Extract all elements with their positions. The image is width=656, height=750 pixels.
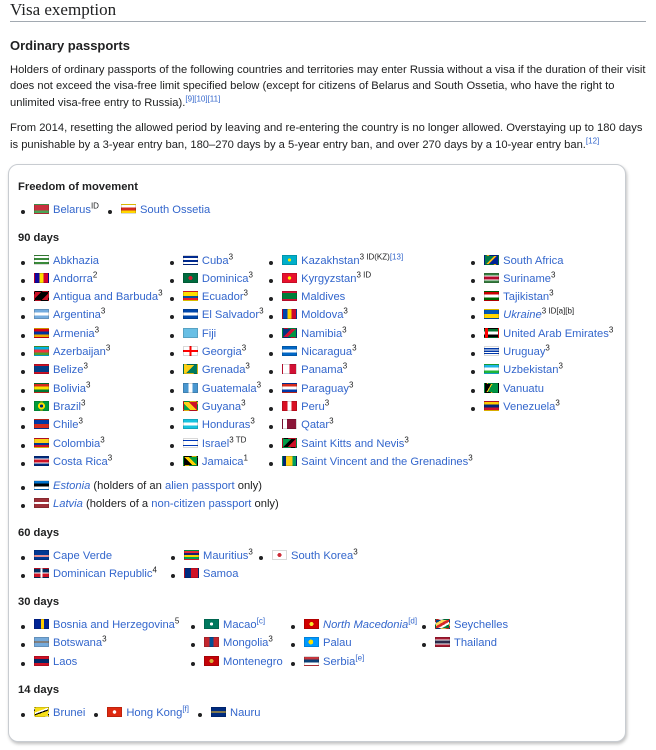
country-item — [468, 399, 617, 417]
country-link[interactable]: Mauritius — [203, 549, 249, 562]
list-column — [188, 617, 288, 672]
country-item — [266, 362, 468, 380]
list-14-days — [18, 705, 617, 723]
intro-refs[interactable]: [9][10][11] — [185, 94, 221, 104]
country-link[interactable]: Ecuador — [201, 291, 244, 304]
country-item — [419, 635, 569, 653]
passport-type-link[interactable]: alien passport — [164, 480, 235, 493]
country-link[interactable]: Panama — [301, 364, 343, 377]
country-item — [468, 381, 617, 399]
flag-icon — [34, 707, 49, 717]
list-column — [256, 548, 406, 585]
country-item — [18, 617, 188, 635]
list-90-days-extra — [18, 478, 617, 515]
country-item — [18, 635, 188, 653]
passport-type-link[interactable]: non-citizen passport — [151, 498, 252, 511]
country-link[interactable]: Bolivia — [53, 382, 86, 395]
country-link[interactable]: Nauru — [230, 706, 261, 719]
country-item — [18, 566, 168, 584]
country-item — [167, 271, 266, 289]
country-item — [288, 635, 419, 653]
note-superscript: 3 — [324, 398, 330, 408]
group-title-60: 60 days — [18, 526, 60, 539]
country-link[interactable]: Latvia — [53, 498, 83, 511]
country-item — [266, 399, 468, 417]
country-link[interactable]: Dominican Republic — [53, 567, 153, 580]
country-item — [419, 617, 569, 635]
country-item — [288, 617, 419, 635]
flag-icon — [282, 383, 297, 393]
note-superscript: 3 — [80, 398, 86, 408]
country-link[interactable]: Belize — [53, 364, 84, 377]
note-superscript: 3 — [158, 288, 163, 298]
note-superscript: 3 — [329, 416, 334, 426]
country-link[interactable]: Estonia — [53, 480, 91, 493]
country-link[interactable]: United Arab Emirates — [503, 327, 609, 340]
note-superscript: 3 — [100, 434, 105, 444]
country-item — [18, 362, 167, 380]
country-item — [105, 202, 210, 220]
ban-text: From 2014, resetting the allowed period by leaving and re-entering the country is no longer allowed. Overstaying up to 180 days is punishable by a 3-year entry ban, 180–270 days by a 5-year entry ban, and over 270 days by a 10-year entry ban. — [10, 121, 643, 151]
note-superscript: 3 — [107, 453, 113, 463]
country-link[interactable]: Grenada — [201, 364, 246, 377]
note-superscript: 3 — [256, 379, 262, 389]
flag-icon — [34, 619, 49, 629]
flag-icon — [34, 291, 49, 301]
country-item — [18, 344, 167, 362]
flag-icon — [183, 401, 198, 411]
flag-icon — [34, 328, 49, 338]
country-item — [18, 271, 167, 289]
flag-icon — [183, 309, 198, 319]
country-item — [188, 617, 288, 635]
country-link[interactable]: Saint Kitts and Nevis — [301, 437, 405, 450]
note-text: (holders of a — [82, 498, 152, 511]
note-superscript: 3 — [545, 343, 550, 353]
flag-icon — [183, 273, 198, 283]
country-item — [468, 271, 617, 289]
list-column — [18, 617, 188, 672]
country-link[interactable]: Georgia — [201, 346, 242, 359]
flag-icon — [484, 328, 499, 338]
note-superscript: 3 — [468, 453, 473, 463]
country-link[interactable]: Samoa — [203, 567, 239, 580]
country-item — [266, 307, 468, 325]
country-link[interactable]: Laos — [53, 655, 78, 668]
flag-icon — [484, 273, 499, 283]
flag-icon — [34, 346, 49, 356]
country-link[interactable]: Serbia — [323, 655, 356, 668]
country-link[interactable]: Maldives — [301, 291, 346, 304]
country-link[interactable]: Honduras — [201, 419, 251, 432]
flag-icon — [282, 309, 297, 319]
flag-icon — [304, 619, 319, 629]
country-item — [288, 654, 419, 672]
flag-icon — [211, 707, 226, 717]
country-link[interactable]: Macao — [223, 618, 257, 631]
flag-icon — [204, 619, 219, 629]
note-superscript: 3 — [243, 288, 248, 298]
ban-paragraph — [10, 120, 646, 154]
country-item — [18, 417, 167, 435]
country-link[interactable]: El Salvador — [201, 309, 260, 322]
country-link[interactable]: Andorra — [53, 272, 93, 285]
flag-icon — [484, 383, 499, 393]
note-superscript: 3 — [241, 398, 246, 408]
country-item — [18, 399, 167, 417]
country-item — [18, 454, 167, 472]
country-link[interactable]: Chile — [53, 419, 79, 432]
reference-link[interactable]: [13] — [389, 251, 404, 261]
country-item — [18, 496, 617, 514]
country-item — [18, 326, 167, 344]
country-link[interactable]: Uzbekistan — [503, 364, 559, 377]
flag-icon — [484, 364, 499, 374]
note-superscript: 1 — [243, 453, 248, 463]
note-superscript: ID — [90, 201, 99, 211]
country-link[interactable]: South Ossetia — [139, 203, 211, 216]
flag-icon — [34, 550, 49, 560]
country-link[interactable]: Kazakhstan — [301, 254, 360, 267]
note-superscript: 3 — [78, 416, 83, 426]
country-item — [167, 326, 266, 344]
country-link[interactable]: Cuba — [201, 254, 229, 267]
flag-icon — [184, 568, 199, 578]
flag-icon — [282, 364, 297, 374]
country-item — [167, 362, 266, 380]
country-link[interactable]: Abkhazia — [53, 254, 100, 267]
note-superscript: 3 — [555, 398, 560, 408]
flag-icon — [282, 291, 297, 301]
country-item — [468, 344, 617, 362]
list-60-days — [18, 548, 617, 585]
note-superscript: 3 — [241, 343, 247, 353]
country-link[interactable]: Venezuela — [503, 400, 556, 413]
flag-icon — [183, 383, 198, 393]
note-superscript: 3 — [343, 306, 348, 316]
flag-icon — [204, 637, 219, 647]
flag-icon — [34, 273, 49, 283]
flag-icon — [34, 419, 49, 429]
group-title-90: 90 days — [18, 231, 60, 244]
country-item — [266, 253, 468, 271]
flag-icon — [34, 456, 49, 466]
country-link[interactable]: Argentina — [53, 309, 101, 322]
country-item — [266, 381, 468, 399]
flag-icon — [34, 204, 49, 214]
list-column — [18, 253, 167, 473]
country-item — [188, 654, 288, 672]
country-link[interactable]: Cape Verde — [53, 549, 113, 562]
list-column — [266, 251, 473, 473]
flag-icon — [107, 707, 122, 717]
note-superscript: 3 — [608, 325, 614, 335]
flag-icon — [34, 438, 49, 448]
note-superscript: 3 — [105, 343, 111, 353]
country-item — [167, 417, 266, 435]
country-item — [167, 344, 266, 362]
note-superscript: 3 ID — [356, 270, 372, 280]
country-item — [18, 202, 99, 220]
country-link[interactable]: Dominica — [201, 272, 249, 285]
country-link[interactable]: Montenegro — [223, 655, 283, 668]
flag-icon — [183, 346, 198, 356]
country-item — [18, 705, 85, 723]
note-superscript: 3 — [342, 325, 347, 335]
flag-icon — [272, 550, 287, 560]
flag-icon — [183, 419, 198, 429]
flag-icon — [484, 291, 499, 301]
country-item — [91, 705, 189, 723]
ban-refs[interactable]: [12] — [585, 135, 600, 145]
country-item — [18, 654, 188, 672]
country-link[interactable]: Ukraine — [503, 309, 542, 322]
country-link[interactable]: Brazil — [53, 400, 81, 413]
country-item — [18, 307, 167, 325]
country-item — [18, 548, 168, 566]
country-link[interactable]: Colombia — [53, 437, 101, 450]
country-link[interactable]: Nicaragua — [301, 346, 353, 359]
country-link[interactable]: Namibia — [301, 327, 343, 340]
country-item — [266, 436, 468, 454]
flag-icon — [282, 419, 297, 429]
flag-icon — [282, 401, 297, 411]
note-superscript: 3 — [250, 416, 255, 426]
note-text: only) — [251, 498, 279, 511]
country-item — [266, 453, 473, 472]
flag-icon — [204, 656, 219, 666]
country-link[interactable]: Thailand — [454, 637, 497, 650]
country-item — [167, 381, 266, 399]
country-item — [266, 271, 468, 289]
flag-icon — [282, 328, 297, 338]
note-superscript: 5 — [174, 616, 180, 626]
flag-icon — [183, 456, 198, 466]
note-text: (holders of an — [90, 480, 165, 493]
flag-icon — [183, 328, 198, 338]
note-superscript: 4 — [152, 565, 157, 575]
country-item — [468, 253, 617, 271]
flag-icon — [304, 656, 319, 666]
country-link[interactable]: Antigua and Barbuda — [53, 291, 159, 304]
country-list-box — [8, 164, 626, 742]
note-superscript: 3 — [549, 288, 554, 298]
flag-icon — [484, 309, 499, 319]
list-column — [168, 548, 256, 585]
note-superscript: 3 — [94, 325, 100, 335]
section-title: Visa exemption — [10, 0, 646, 22]
country-item — [468, 307, 617, 325]
country-item — [167, 399, 266, 417]
flag-icon — [183, 255, 198, 265]
country-item — [468, 289, 617, 307]
list-column — [419, 617, 569, 672]
flag-icon — [184, 550, 199, 560]
reference-link[interactable]: [c] — [256, 616, 266, 626]
country-link[interactable]: Uruguay — [503, 346, 546, 359]
country-item — [266, 344, 468, 362]
note-superscript: 3 — [558, 361, 563, 371]
list-column — [468, 253, 617, 473]
note-superscript: 3 — [349, 379, 354, 389]
flag-icon — [484, 255, 499, 265]
flag-icon — [282, 346, 297, 356]
country-link[interactable]: Guyana — [201, 400, 242, 413]
country-item — [18, 289, 167, 307]
flag-icon — [183, 438, 198, 448]
country-link[interactable]: Fiji — [201, 327, 217, 340]
freedom-list — [18, 202, 617, 220]
list-30-days — [18, 617, 617, 672]
flag-icon — [34, 383, 49, 393]
group-title-freedom: Freedom of movement — [18, 181, 138, 193]
country-link[interactable]: Belarus — [53, 203, 91, 216]
flag-icon — [484, 401, 499, 411]
flag-icon — [435, 619, 450, 629]
country-link[interactable]: South Africa — [503, 254, 564, 267]
note-superscript: 3 — [85, 379, 91, 389]
country-item — [468, 362, 617, 380]
intro-text: Holders of ordinary passports of the following countries and territories may enter Russia without a visa if the duration of their visit does not exceed the visa-free limit specified below (except for citizens of Belarus and South Ossetia, who have the right to unlimited visa-free entry to Russia). — [10, 63, 646, 110]
flag-icon — [282, 273, 297, 283]
note-superscript: 3 — [248, 270, 253, 280]
note-superscript: 3 — [83, 361, 88, 371]
note-superscript: 3 ID(KZ) — [359, 251, 390, 261]
note-superscript: 3 — [268, 634, 273, 644]
country-link[interactable]: Armenia — [53, 327, 95, 340]
group-title-14: 14 days — [18, 683, 60, 696]
note-superscript: 3 — [102, 634, 107, 644]
note-superscript: 3 TD — [229, 434, 247, 444]
flag-icon — [183, 291, 198, 301]
note-superscript: 2 — [92, 270, 98, 280]
note-superscript: 3 — [245, 361, 250, 371]
country-item — [167, 454, 266, 472]
note-superscript: 3 — [100, 306, 106, 316]
country-link[interactable]: Moldova — [301, 309, 344, 322]
note-superscript: 3 — [259, 306, 264, 316]
country-item — [167, 253, 266, 271]
country-link[interactable]: South Korea — [291, 549, 354, 562]
country-link[interactable]: Hong Kong — [126, 706, 183, 719]
flag-icon — [34, 637, 49, 647]
note-superscript: 3 — [551, 270, 556, 280]
country-link[interactable]: Tajikistan — [503, 291, 550, 304]
flag-icon — [304, 637, 319, 647]
country-link[interactable]: Seychelles — [454, 618, 509, 631]
list-90-days — [18, 253, 617, 473]
country-link[interactable]: Costa Rica — [53, 455, 108, 468]
note-text: only) — [234, 480, 262, 493]
country-item — [18, 436, 167, 454]
reference-link[interactable]: [f] — [182, 703, 189, 713]
flag-icon — [435, 637, 450, 647]
flag-icon — [34, 480, 49, 490]
country-link[interactable]: Qatar — [301, 419, 330, 432]
country-item — [167, 436, 266, 454]
flag-icon — [34, 568, 49, 578]
note-superscript: 3 — [352, 343, 357, 353]
list-column — [18, 548, 168, 585]
country-link[interactable]: Mongolia — [223, 637, 269, 650]
reference-link[interactable]: [d] — [408, 616, 418, 626]
list-column — [167, 253, 266, 473]
country-link[interactable]: Saint Vincent and the Grenadines — [301, 455, 469, 468]
country-item — [168, 548, 256, 566]
country-link[interactable]: Brunei — [53, 706, 86, 719]
country-link[interactable]: Botswana — [53, 637, 103, 650]
country-link[interactable]: Israel — [201, 437, 230, 450]
note-superscript: 3 — [228, 251, 234, 261]
country-link[interactable]: Suriname — [503, 272, 552, 285]
country-link[interactable]: Palau — [323, 637, 352, 650]
subsection-title: Ordinary passports — [10, 38, 130, 53]
reference-link[interactable]: [e] — [355, 652, 365, 662]
country-item — [256, 548, 406, 566]
flag-icon — [34, 401, 49, 411]
group-title-30: 30 days — [18, 596, 60, 609]
note-superscript: 3 — [342, 361, 348, 371]
country-item — [18, 381, 167, 399]
country-link[interactable]: Bosnia and Herzegovina — [53, 618, 175, 631]
flag-icon — [282, 438, 297, 448]
country-item — [195, 705, 260, 723]
country-item — [18, 478, 617, 496]
country-item — [188, 635, 288, 653]
country-link[interactable]: Jamaica — [201, 455, 244, 468]
country-link[interactable]: North Macedonia — [323, 618, 409, 631]
note-superscript: 3 — [248, 546, 253, 556]
note-superscript: 3 — [404, 434, 409, 444]
flag-icon — [34, 656, 49, 666]
note-superscript: 3 ID[a][b] — [541, 306, 575, 316]
flag-icon — [183, 364, 198, 374]
country-item — [167, 289, 266, 307]
country-link[interactable]: Vanuatu — [503, 382, 544, 395]
flag-icon — [282, 255, 297, 265]
country-link[interactable]: Guatemala — [201, 382, 257, 395]
note-superscript: 3 — [353, 546, 358, 556]
country-item — [167, 307, 266, 325]
country-item — [266, 417, 468, 435]
flag-icon — [282, 456, 297, 466]
flag-icon — [34, 498, 49, 508]
country-item — [266, 289, 468, 307]
country-link[interactable]: Paraguay — [301, 382, 350, 395]
country-link[interactable]: Peru — [301, 400, 325, 413]
country-link[interactable]: Azerbaijan — [53, 346, 106, 359]
country-link[interactable]: Kyrgyzstan — [301, 272, 357, 285]
country-item — [266, 326, 468, 344]
country-item — [468, 326, 617, 344]
flag-icon — [121, 204, 136, 214]
flag-icon — [34, 309, 49, 319]
country-item — [168, 566, 256, 584]
intro-paragraph — [10, 62, 646, 112]
list-column — [288, 617, 419, 672]
country-item — [18, 253, 167, 271]
flag-icon — [484, 346, 499, 356]
flag-icon — [34, 255, 49, 265]
flag-icon — [34, 364, 49, 374]
